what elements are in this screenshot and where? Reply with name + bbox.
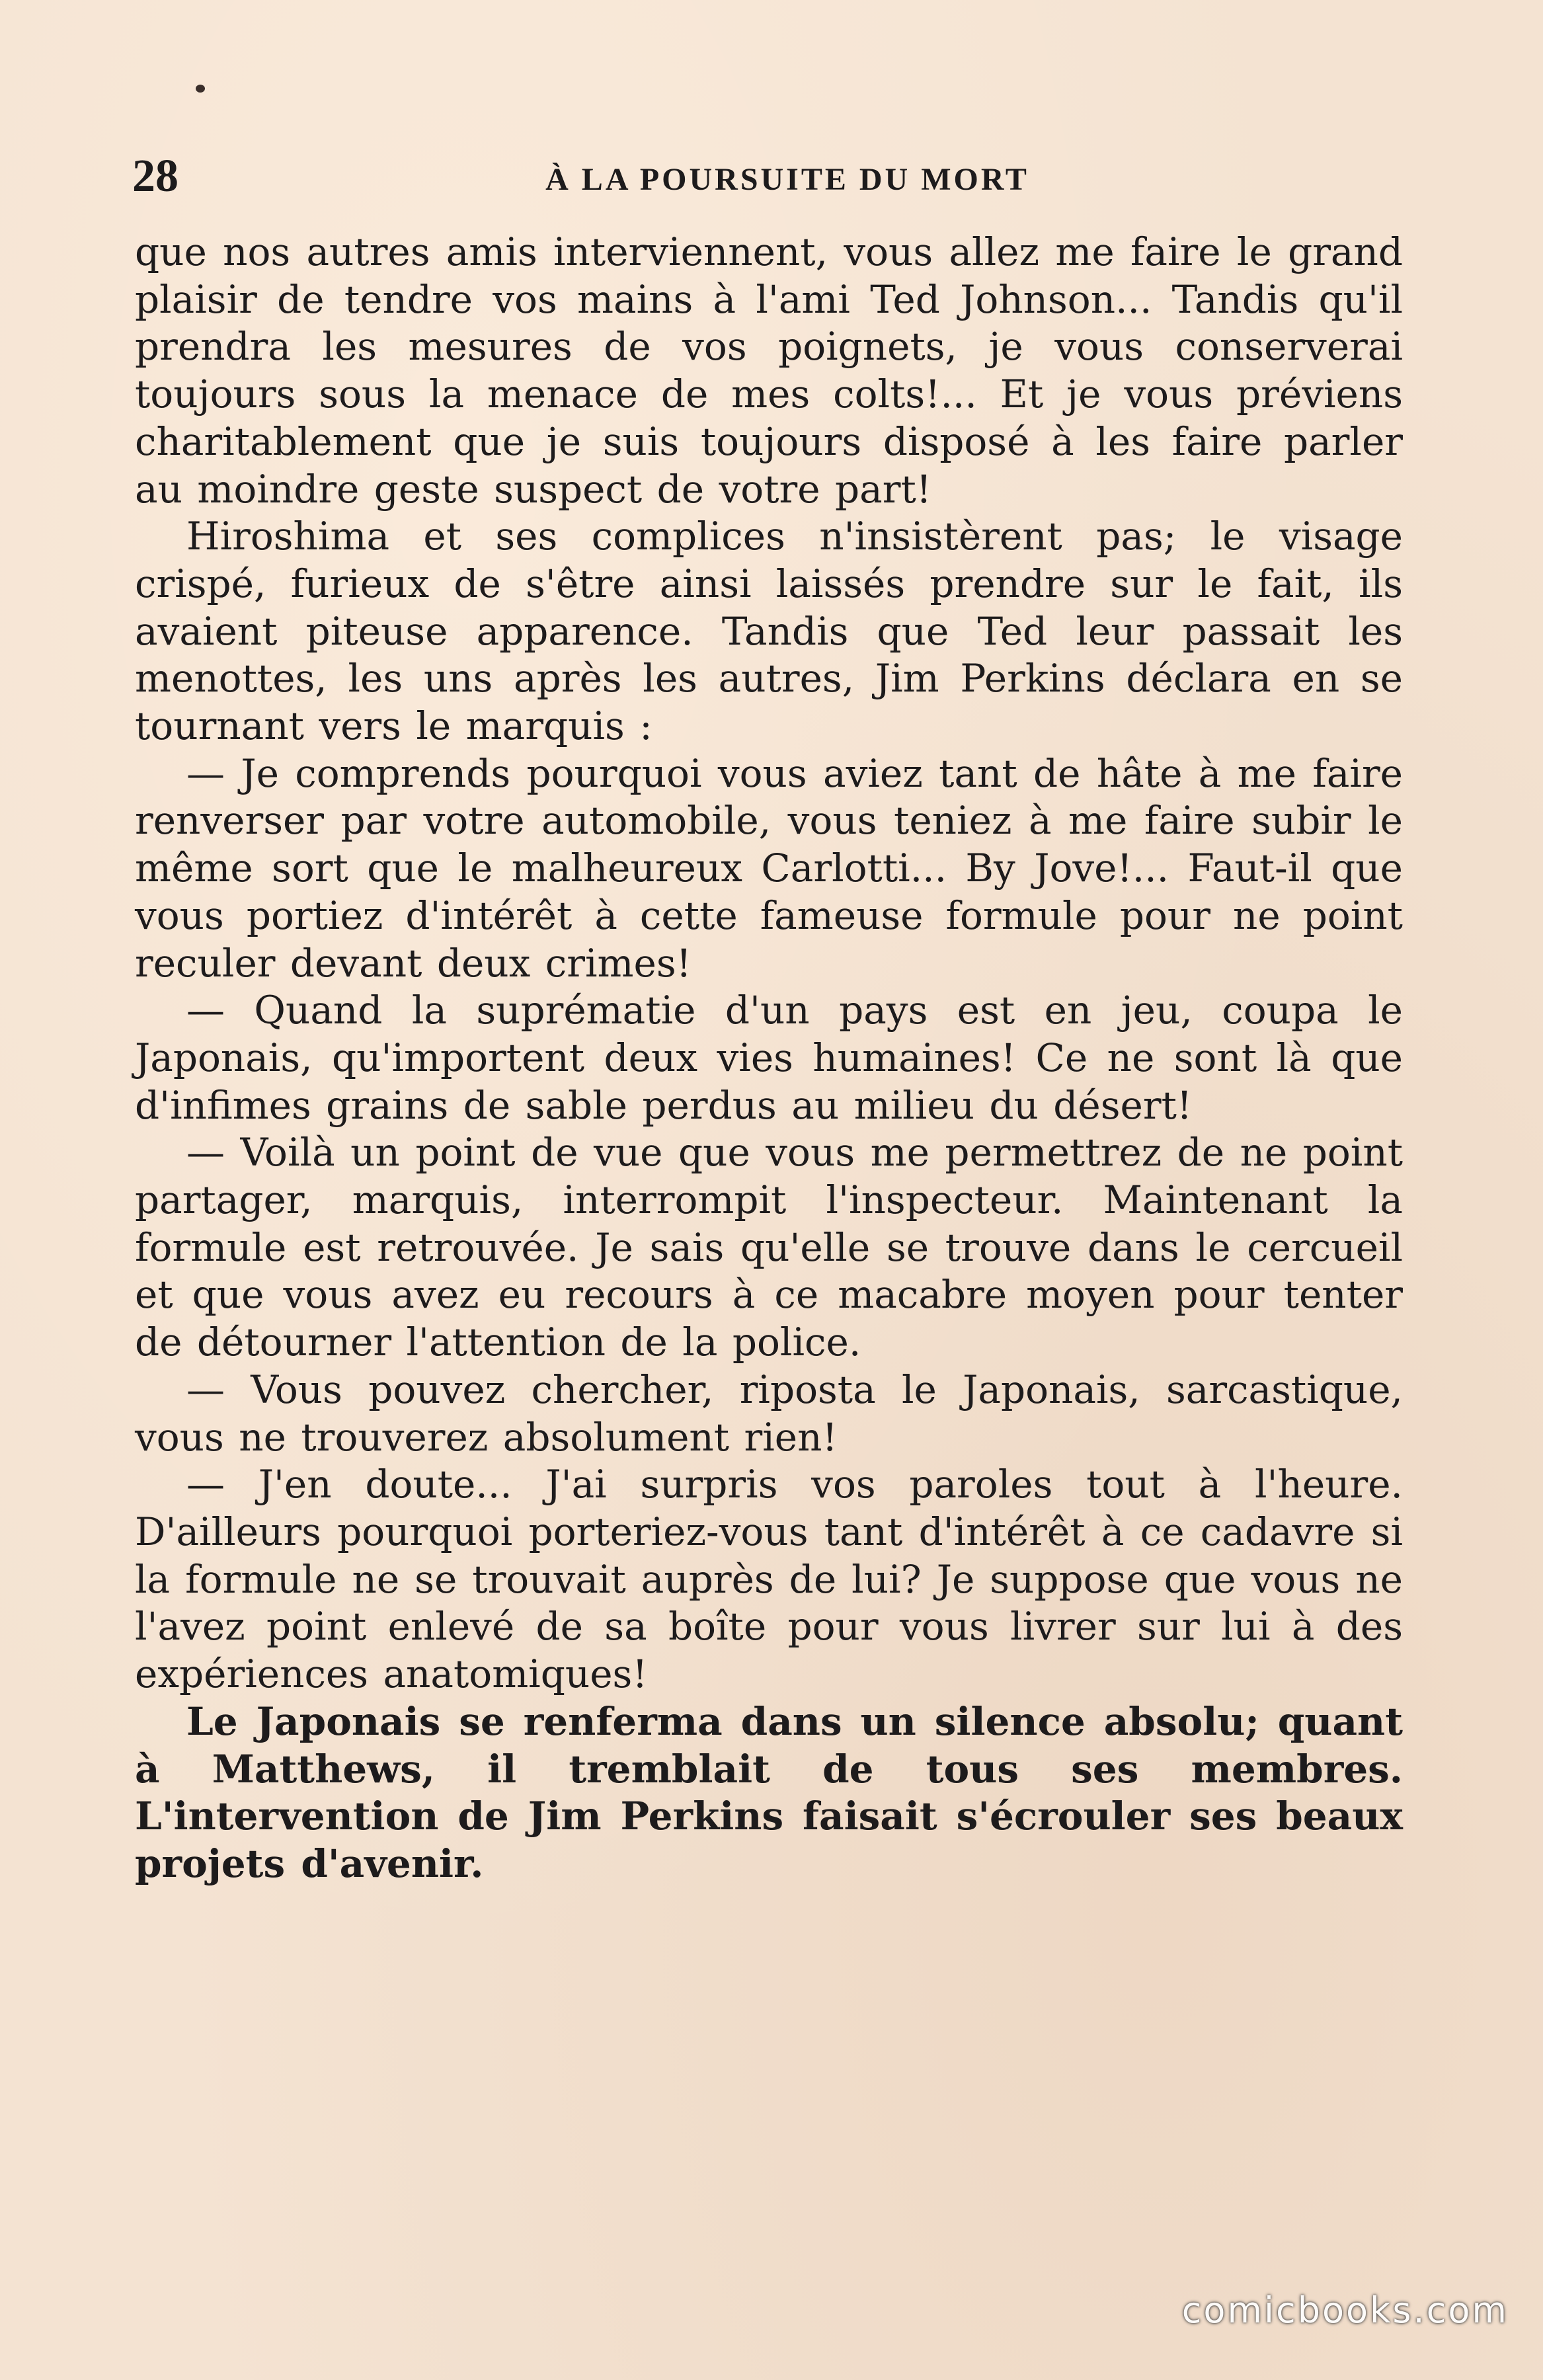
running-title: À LA POURSUITE DU MORT xyxy=(545,162,1029,197)
paragraph: que nos autres amis interviennent, vous allez me faire le grand plaisir de tendre vos mains à l'ami Ted Johnson... Tandis qu'il prendra les mesures de vos poignets, je vous conserverai toujours sous la menace de mes colts!... Et je vous préviens charitablement que je suis toujours disposé à les faire parler au moindre geste suspect de votre part! xyxy=(135,229,1403,512)
body-text xyxy=(135,229,1403,1888)
paragraph: — J'en doute... J'ai surpris vos paroles tout à l'heure. D'ailleurs pourquoi porteriez-vous tant d'intérêt à ce cadavre si la formule ne se trouvait auprès de lui? Je suppose que vous ne l'avez point enlevé de sa boîte pour vous livrer sur lui à des expériences anatomiques! xyxy=(135,1462,1403,1697)
paragraph: — Je comprends pourquoi vous aviez tant de hâte à me faire renverser par votre automobile, vous teniez à me faire subir le même sort que le malheureux Carlotti... By Jove!... Faut-il que vous portiez d'intérêt à cette fameuse formule pour ne point reculer devant deux crimes! xyxy=(135,750,1403,986)
watermark: comicbooks.com xyxy=(1181,2289,1509,2331)
paragraph: — Voilà un point de vue que vous me permettrez de ne point partager, marquis, interrompit l'inspecteur. Maintenant la formule est retrouvée. Je sais qu'elle se trouve dans le cercueil et que vous avez eu recours à ce macabre moyen pour tenter de détourner l'attention de la police. xyxy=(135,1130,1403,1365)
page-header xyxy=(132,153,1403,200)
paragraph: — Vous pouvez chercher, riposta le Japonais, sarcastique, vous ne trouverez absolument rien! xyxy=(135,1367,1403,1460)
paragraph: Hiroshima et ses complices n'insistèrent pas; le visage crispé, furieux de s'être ainsi laissés prendre sur le fait, ils avaient piteuse apparence. Tandis que Ted leur passait les menottes, les uns après les autres, Jim Perkins déclara en se tournant vers le marquis : xyxy=(135,514,1403,749)
paragraph: — Quand la suprématie d'un pays est en jeu, coupa le Japonais, qu'importent deux vies humaines! Ce ne sont là que d'infimes grains de sable perdus au milieu du désert! xyxy=(135,988,1403,1128)
ink-speck xyxy=(196,85,205,93)
paragraph: Le Japonais se renferma dans un silence absolu; quant à Matthews, il tremblait de tous ses membres. L'intervention de Jim Perkins faisait s'écrouler ses beaux projets d'avenir. xyxy=(135,1698,1403,1886)
page-number: 28 xyxy=(132,151,178,202)
